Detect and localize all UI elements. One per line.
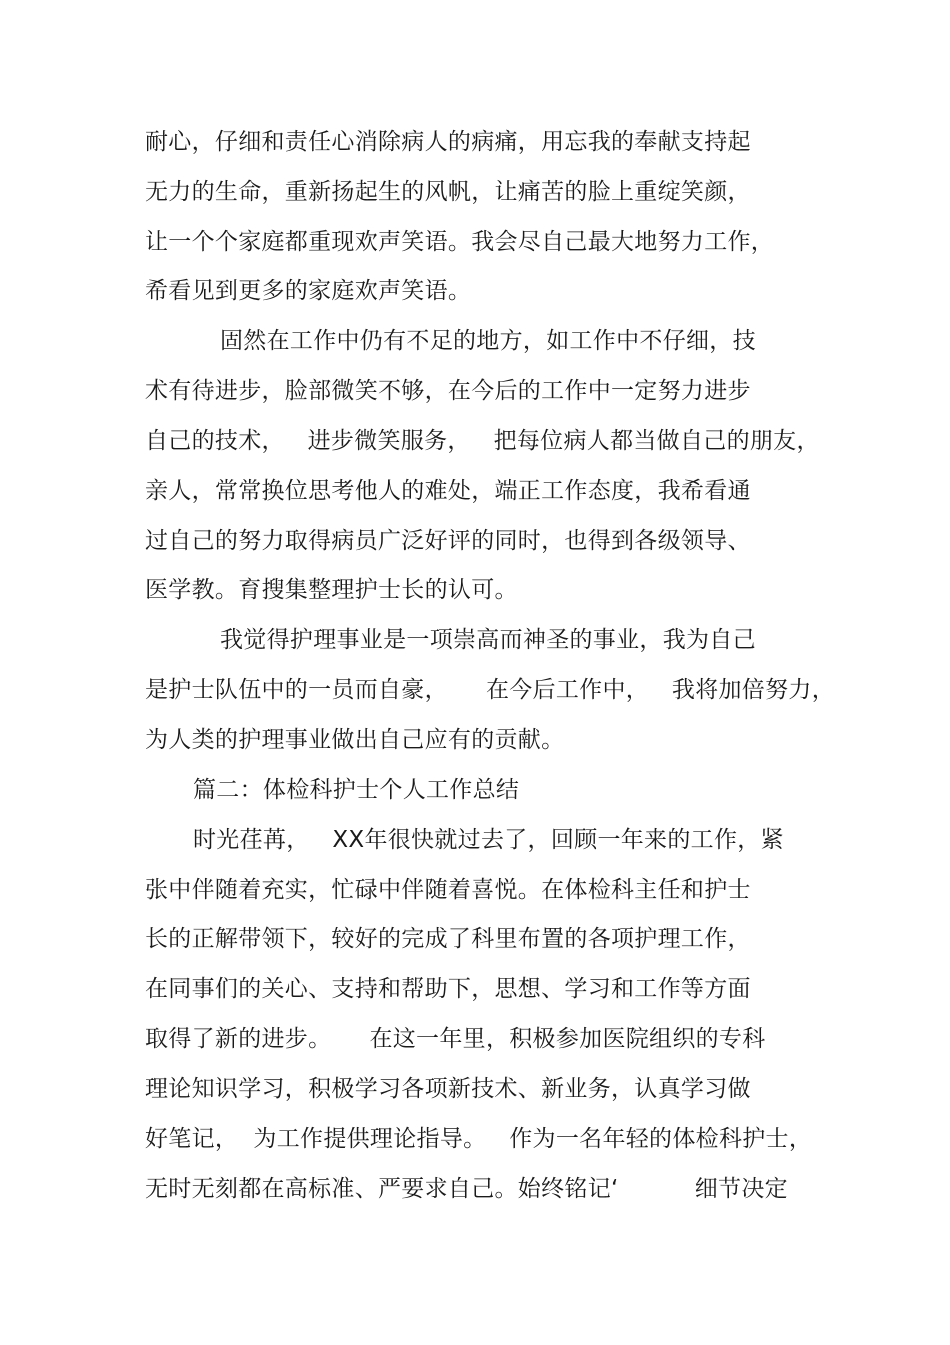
text-line: 无时无刻都在高标准、严要求自己。始终铭记‘ 细节决定: [145, 1176, 788, 1202]
text-line: 在同事们的关心、支持和帮助下，思想、学习和工作等方面: [145, 976, 751, 1002]
text-line: 亲人，常常换位思考他人的难处，端正工作态度，我希看通: [145, 478, 751, 504]
text-line: 理论知识学习，积极学习各项新技术、新业务，认真学习做: [145, 1076, 751, 1102]
text-line: 过自己的努力取得病员广泛好评的同时，也得到各级领导、: [145, 528, 751, 554]
text-line: 术有待进步，脸部微笑不够，在今后的工作中一定努力进步: [145, 378, 751, 404]
text-line: 自己的技术， 进步微笑服务， 把每位病人都当做自己的朋友，: [145, 428, 820, 454]
text-line: 好笔记， 为工作提供理论指导。 作为一名年轻的体检科护士，: [145, 1126, 813, 1152]
text-line: 是护士队伍中的一员而自豪， 在今后工作中， 我将加倍努力，: [145, 677, 835, 703]
text-line: 时光荏苒， XX年很快就过去了，回顾一年来的工作，紧: [193, 827, 784, 853]
section-heading: 篇二：体检科护士个人工作总结: [193, 777, 520, 803]
text-line: 为人类的护理事业做出自己应有的贡献。: [145, 727, 565, 753]
text-line: 长的正解带领下，较好的完成了科里布置的各项护理工作，: [145, 926, 751, 952]
text-line: 耐心，仔细和责任心消除病人的病痛，用忘我的奉献支持起: [145, 129, 751, 155]
text-line: 无力的生命，重新扬起生的风帆，让痛苦的脸上重绽笑颜，: [145, 179, 751, 205]
text-line: 我觉得护理事业是一项崇高而神圣的事业，我为自己: [220, 627, 756, 653]
text-line: 希看见到更多的家庭欢声笑语。: [145, 278, 472, 304]
text-line: 取得了新的进步。 在这一年里，积极参加医院组织的专科: [145, 1026, 766, 1052]
text-line: 让一个个家庭都重现欢声笑语。我会尽自己最大地努力工作，: [145, 229, 775, 255]
text-line: 张中伴随着充实，忙碌中伴随着喜悦。在体检科主任和护士: [145, 877, 751, 903]
text-line: 医学教。育搜集整理护士长的认可。: [145, 577, 518, 603]
text-line: 固然在工作中仍有不足的地方，如工作中不仔细，技: [220, 328, 756, 354]
